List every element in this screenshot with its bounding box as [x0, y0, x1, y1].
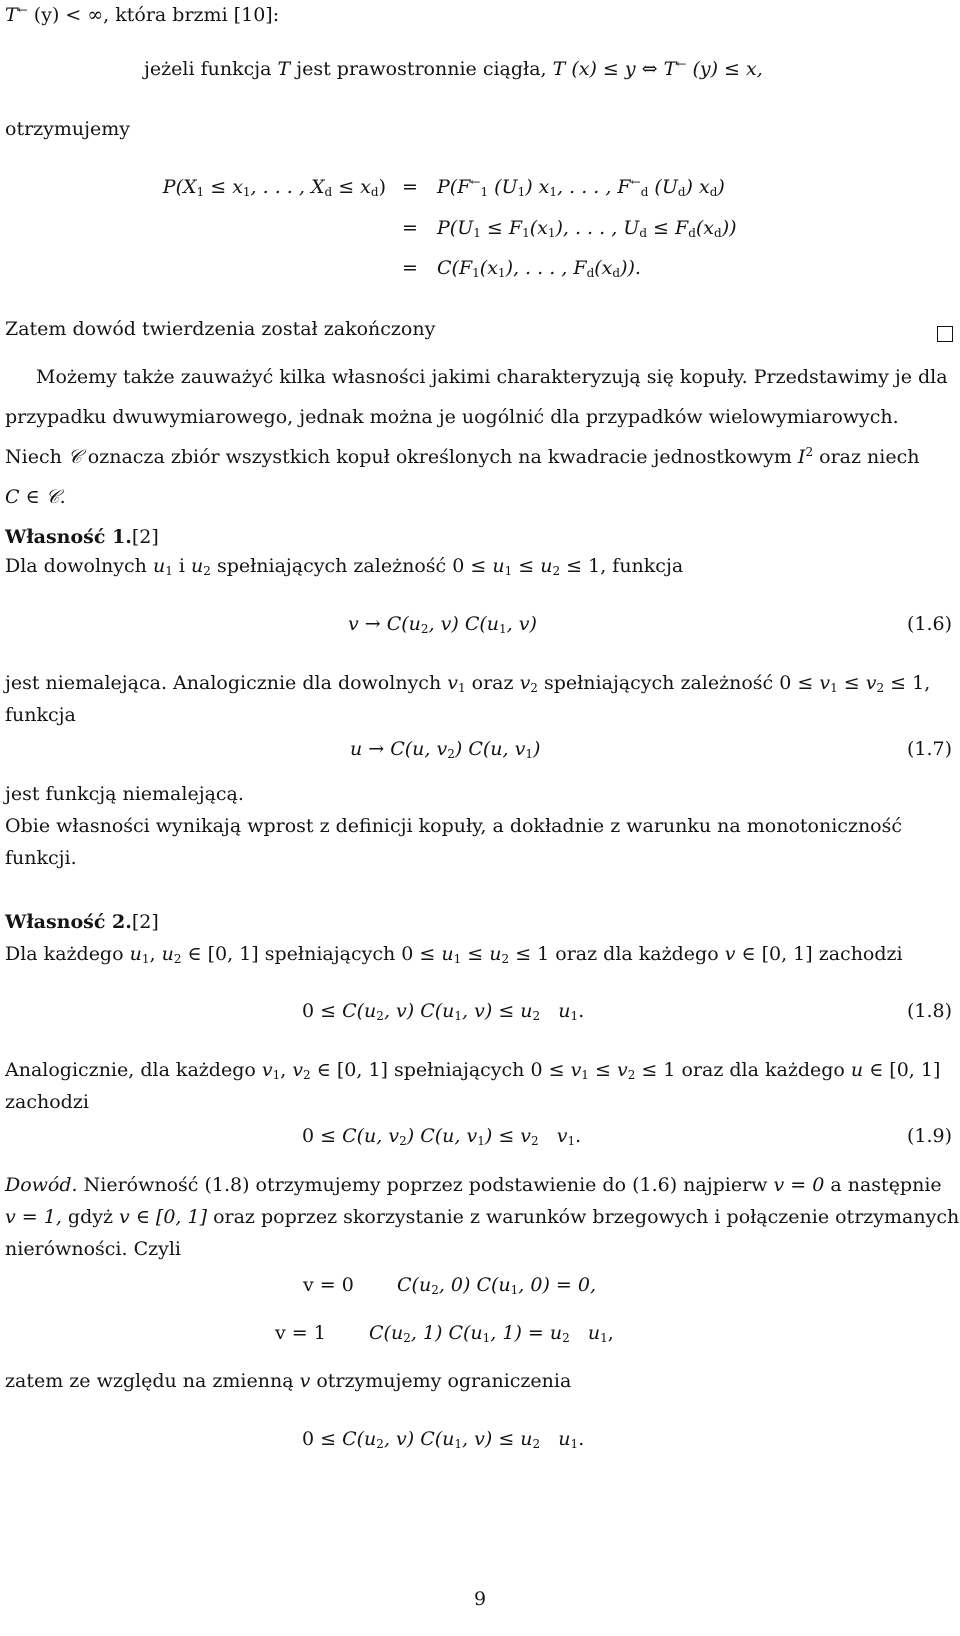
- equation-number-1-9: (1.9): [906, 1125, 952, 1147]
- p3-text: jest funkcją niemalejącą.: [5, 783, 244, 805]
- p5-line1: Analogicznie, dla każdego $v_1$, $v_2$ ∈ [0, 1] spełniających $0 \le v_1 \le v_2 \le 1$ oraz dla każdego u ∈ [0, 1]: [5, 1059, 941, 1082]
- p4-line1: Obie własności wynikają wprost z definicji kopuły, a dokładnie z warunku na monotoniczność: [5, 815, 903, 837]
- intro-T: T: [5, 4, 18, 26]
- zatem-line: Zatem dowód twierdzenia został zakończony: [5, 318, 436, 340]
- case-v1-label: v = 1: [275, 1322, 326, 1344]
- align-eq-2: =: [402, 217, 418, 239]
- p2-line2: funkcja: [5, 704, 76, 726]
- case-v1-expression: $C(u_2$, 1) $C(u_1$, $1) = u_2$ $u_1$,: [369, 1322, 614, 1345]
- wlasnosc-2-text: Dla każdego $u_1$, $u_2$ ∈ [0, 1] spełniających $0 \le u_1 \le u_2 \le 1$ oraz dla każdego v ∈ [0, 1] zachodzi: [5, 943, 903, 966]
- wlasnosc-1-heading: Własność 1.[2]: [5, 526, 159, 548]
- p1-line3: Niech 𝒞 oznacza zbiór wszystkich kopuł określonych na kwadracie jednostkowym $I^2$ oraz niech: [5, 445, 920, 468]
- qed-square-icon: [937, 326, 953, 342]
- intro-text: (y) < ∞, która brzmi [10]:: [33, 4, 280, 26]
- align-eq-1: =: [402, 176, 418, 198]
- case-v0-expression: $C(u_2$, 0) $C(u_1$, 0) = 0,: [397, 1274, 596, 1297]
- wlasnosc-1-text: Dla dowolnych $u_1$ i $u_2$ spełniających zależność $0 \le u_1 \le u_2 \le 1$, funkcja: [5, 555, 684, 578]
- align-rhs-1: $P(F^\leftarrow_1$ $(U_1)$ $x_1$, . . . , $F^\leftarrow_d$ $(U_d)$ $x_d$): [437, 175, 725, 199]
- page-number: 9: [473, 1588, 487, 1610]
- intro-line: [5, 4, 279, 27]
- p4-line2: funkcji.: [5, 847, 77, 869]
- p1-line2: przypadku dwuwymiarowego, jednak można je uogólnić dla przypadków wielowymiarowych.: [5, 406, 899, 428]
- case-v0-label: v = 0: [303, 1274, 354, 1296]
- proof-line3: nierówności. Czyli: [5, 1238, 182, 1260]
- equation-number-1-6: (1.6): [906, 613, 952, 635]
- wlasnosc-2-heading: Własność 2.[2]: [5, 911, 159, 933]
- align-rhs-3: $C(F_1(x_1)$, . . . , $F_d(x_d)$).: [437, 257, 641, 280]
- p1-line4: C ∈ 𝒞.: [5, 486, 66, 508]
- p1-line1: Możemy także zauważyć kilka własności jakimi charakteryzują się kopuły. Przedstawimy je dla: [36, 366, 948, 388]
- equation-1-9: 0 ≤ C(u, $v_2$) C(u, $v_1) \le v_2$ $v_1$.: [302, 1125, 582, 1148]
- p2-line1: jest niemalejąca. Analogicznie dla dowolnych $v_1$ oraz $v_2$ spełniających zależność $0 \le v_1 \le v_2 \le 1$,: [5, 672, 931, 695]
- proof-line1: Dowód. Nierówność (1.8) otrzymujemy poprzez podstawienie do (1.6) najpierw v = 0 a następnie: [5, 1174, 942, 1196]
- condition-line: jeżeli funkcja T jest prawostronnie ciągła, T (x) ≤ y ⇔ T← (y) ≤ x,: [144, 57, 763, 80]
- zatem-2-line: zatem ze względu na zmienną v otrzymujemy ograniczenia: [5, 1370, 572, 1392]
- equation-number-1-7: (1.7): [906, 738, 952, 760]
- align-rhs-2: $P(U_1 \le F_1(x_1)$, . . . , $U_d \le F_d(x_d)$): [437, 217, 737, 240]
- inverse-arrow: ←: [17, 3, 28, 17]
- equation-1-7: u → C(u, $v_2$) C(u, $v_1$): [350, 738, 541, 761]
- equation-number-1-8: (1.8): [906, 1000, 952, 1022]
- p5-line2: zachodzi: [5, 1091, 89, 1113]
- final-inequality: $0 \le C(u_2$, v) $C(u_1$, $v) \le u_2$ $u_1$.: [302, 1428, 585, 1451]
- otrzymujemy-text: otrzymujemy: [5, 118, 131, 140]
- equation-1-8: $0 \le C(u_2$, v) $C(u_1$, $v) \le u_2$ $u_1$.: [302, 1000, 585, 1023]
- align-eq-3: =: [402, 257, 418, 279]
- equation-1-6: $v \to C(u_2$, v) $C(u_1$, v): [348, 613, 537, 636]
- proof-line2: v = 1, gdyż v ∈ [0, 1] oraz poprzez skorzystanie z warunków brzegowych i połączenie otrzymanych: [5, 1206, 960, 1228]
- align-lhs: $P(X_1 \le x_1$, . . . , $X_d \le x_d$): [162, 176, 386, 199]
